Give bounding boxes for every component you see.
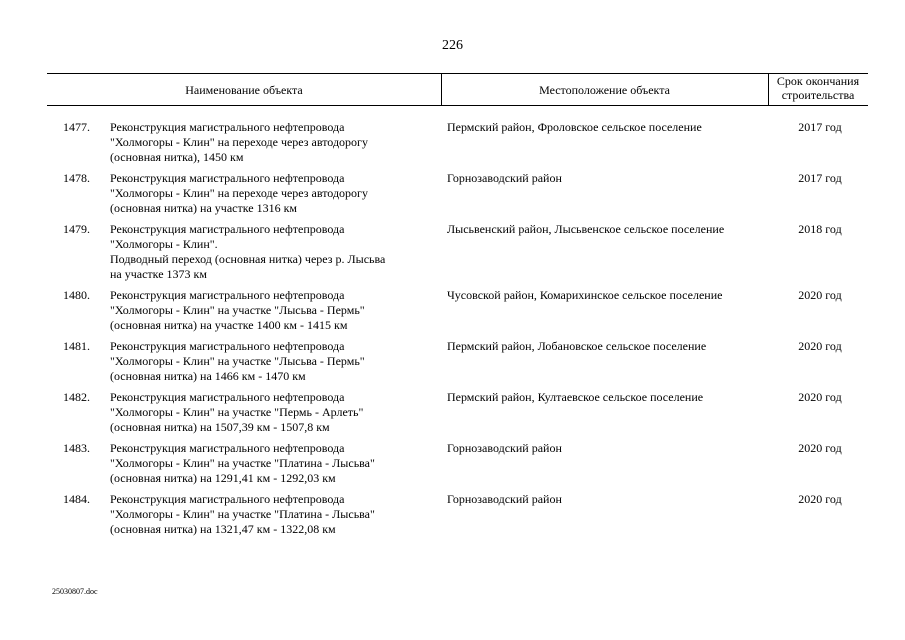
object-name: Реконструкция магистрального нефтепровода "Холмогоры - Клин" на участке "Платина - Лысьва" (основная нитка) на 1291,41 км - 1292,03 км bbox=[110, 441, 375, 485]
column-header-deadline-line1: Срок окончания bbox=[776, 74, 860, 88]
header-top-rule bbox=[47, 73, 868, 74]
footer-filename: 25030807.doc bbox=[52, 587, 98, 596]
completion-year: 2018 год bbox=[798, 222, 842, 236]
column-header-deadline-line2: строительства bbox=[781, 88, 855, 102]
table-row bbox=[0, 339, 905, 384]
table-body bbox=[0, 120, 905, 543]
row-number: 1477. bbox=[63, 120, 90, 134]
object-name: Реконструкция магистрального нефтепровода "Холмогоры - Клин" на участке "Пермь - Арлеть" (основная нитка) на 1507,39 км - 1507,8 км bbox=[110, 390, 364, 434]
table-row bbox=[0, 120, 905, 165]
object-location: Горнозаводский район bbox=[447, 171, 562, 185]
object-location: Лысьвенский район, Лысьвенское сельское поселение bbox=[447, 222, 725, 236]
object-name: Реконструкция магистрального нефтепровода "Холмогоры - Клин" на участке "Лысьва - Пермь" (основная нитка) на участке 1400 км - 1415 км bbox=[110, 288, 365, 332]
completion-year: 2020 год bbox=[798, 390, 842, 404]
object-name: Реконструкция магистрального нефтепровода "Холмогоры - Клин" на переходе через автодорогу (основная нитка) на участке 1316 км bbox=[110, 171, 368, 215]
row-number: 1479. bbox=[63, 222, 90, 236]
table-row bbox=[0, 492, 905, 537]
table-row bbox=[0, 171, 905, 216]
row-number: 1483. bbox=[63, 441, 90, 455]
table-row bbox=[0, 390, 905, 435]
row-number: 1482. bbox=[63, 390, 90, 404]
table-row bbox=[0, 441, 905, 486]
row-number: 1478. bbox=[63, 171, 90, 185]
completion-year: 2017 год bbox=[798, 120, 842, 134]
object-name: Реконструкция магистрального нефтепровода "Холмогоры - Клин" на участке "Платина - Лысьва" (основная нитка) на 1321,47 км - 1322,08 км bbox=[110, 492, 375, 536]
object-location: Пермский район, Лобановское сельское поселение bbox=[447, 339, 707, 353]
completion-year: 2020 год bbox=[798, 441, 842, 455]
table-row bbox=[0, 222, 905, 282]
table-header bbox=[47, 73, 868, 105]
header-bottom-rule bbox=[47, 105, 868, 106]
object-name: Реконструкция магистрального нефтепровода "Холмогоры - Клин". Подводный переход (основная нитка) через р. Лысьва на участке 1373 км bbox=[110, 222, 386, 281]
object-location: Пермский район, Култаевское сельское поселение bbox=[447, 390, 704, 404]
object-name: Реконструкция магистрального нефтепровода "Холмогоры - Клин" на участке "Лысьва - Пермь" (основная нитка) на 1466 км - 1470 км bbox=[110, 339, 365, 383]
object-location: Чусовской район, Комарихинское сельское поселение bbox=[447, 288, 723, 302]
object-location: Горнозаводский район bbox=[447, 492, 562, 506]
completion-year: 2020 год bbox=[798, 288, 842, 302]
column-header-name: Наименование объекта bbox=[185, 83, 303, 97]
page-number: 226 bbox=[442, 38, 463, 53]
object-name: Реконструкция магистрального нефтепровода "Холмогоры - Клин" на переходе через автодорогу (основная нитка), 1450 км bbox=[110, 120, 368, 164]
row-number: 1481. bbox=[63, 339, 90, 353]
completion-year: 2020 год bbox=[798, 492, 842, 506]
completion-year: 2017 год bbox=[798, 171, 842, 185]
object-location: Пермский район, Фроловское сельское поселение bbox=[447, 120, 702, 134]
column-header-location: Местоположение объекта bbox=[539, 83, 670, 97]
row-number: 1484. bbox=[63, 492, 90, 506]
table-row bbox=[0, 288, 905, 333]
object-location: Горнозаводский район bbox=[447, 441, 562, 455]
column-header-deadline bbox=[768, 74, 868, 102]
row-number: 1480. bbox=[63, 288, 90, 302]
completion-year: 2020 год bbox=[798, 339, 842, 353]
